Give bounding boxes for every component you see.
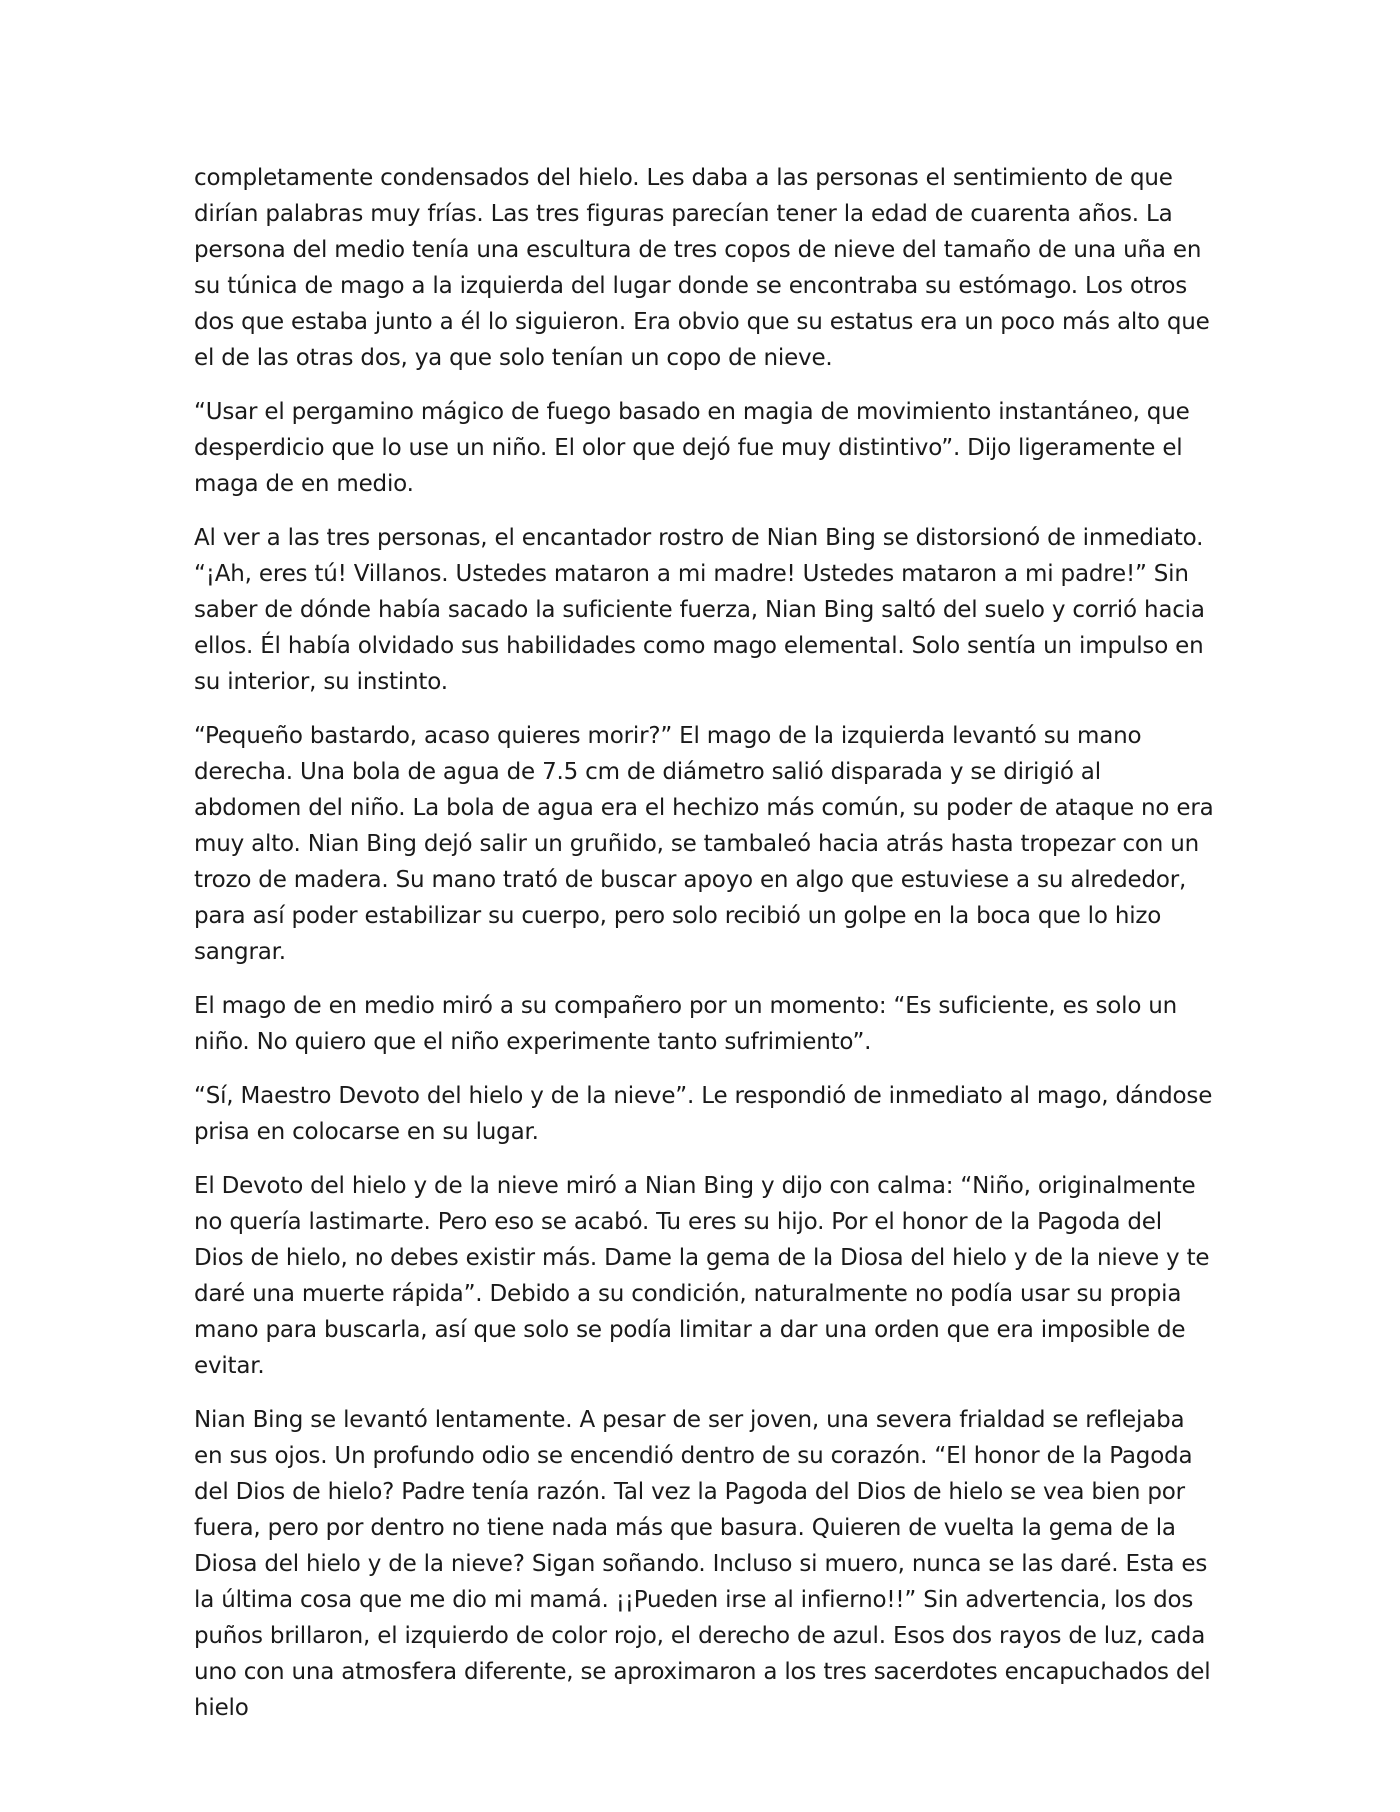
paragraph: El Devoto del hielo y de la nieve miró a Nian Bing y dijo con calma: “Niño, originalmente no quería lastimarte. Pero eso se acabó. Tu eres su hijo. Por el honor de la Pagoda del Dios de hielo, no debes existir más. Dame la gema de la Diosa del hielo y de la nieve y te daré una muerte rápida”. Debido a su condición, naturalmente no podía usar su propia mano para buscarla, así que solo se podía limitar a dar una orden que era imposible de evitar. <box>194 1173 1210 1379</box>
paragraph: completamente condensados del hielo. Les daba a las personas el sentimiento de que dirían palabras muy frías. Las tres figuras parecían tener la edad de cuarenta años. La persona del medio tenía una escultura de tres copos de nieve del tamaño de una uña en su túnica de mago a la izquierda del lugar donde se encontraba su estómago. Los otros dos que estaba junto a él lo siguieron. Era obvio que su estatus era un poco más alto que el de las otras dos, ya que solo tenían un copo de nieve. <box>194 165 1210 371</box>
paragraph: El mago de en medio miró a su compañero por un momento: “Es suficiente, es solo un niño. No quiero que el niño experimente tanto sufrimiento”. <box>194 993 1178 1055</box>
document-body <box>194 160 1214 1726</box>
paragraph: “Usar el pergamino mágico de fuego basado en magia de movimiento instantáneo, que desperdicio que lo use un niño. El olor que dejó fue muy distintivo”. Dijo ligeramente el maga de en medio. <box>194 399 1190 497</box>
paragraph: Al ver a las tres personas, el encantador rostro de Nian Bing se distorsionó de inmediato. “¡Ah, eres tú! Villanos. Ustedes mataron a mi madre! Ustedes mataron a mi padre!” Sin saber de dónde había sacado la suficiente fuerza, Nian Bing saltó del suelo y corrió hacia ellos. Él había olvidado sus habilidades como mago elemental. Solo sentía un impulso en su interior, su instinto. <box>194 525 1205 695</box>
paragraph: Nian Bing se levantó lentamente. A pesar de ser joven, una severa frialdad se reflejaba en sus ojos. Un profundo odio se encendió dentro de su corazón. “El honor de la Pagoda del Dios de hielo? Padre tenía razón. Tal vez la Pagoda del Dios de hielo se vea bien por fuera, pero por dentro no tiene nada más que basura. Quieren de vuelta la gema de la Diosa del hielo y de la nieve? Sigan soñando. Incluso si muero, nunca se las daré. Esta es la última cosa que me dio mi mamá. ¡¡Pueden irse al infierno!!” Sin advertencia, los dos puños brillaron, el izquierdo de color rojo, el derecho de azul. Esos dos rayos de luz, cada uno con una atmosfera diferente, se aproximaron a los tres sacerdotes encapuchados del hielo <box>194 1407 1211 1721</box>
paragraph: “Pequeño bastardo, acaso quieres morir?” El mago de la izquierda levantó su mano derecha. Una bola de agua de 7.5 cm de diámetro salió disparada y se dirigió al abdomen del niño. La bola de agua era el hechizo más común, su poder de ataque no era muy alto. Nian Bing dejó salir un gruñido, se tambaleó hacia atrás hasta tropezar con un trozo de madera. Su mano trató de buscar apoyo en algo que estuviese a su alrededor, para así poder estabilizar su cuerpo, pero solo recibió un golpe en la boca que lo hizo sangrar. <box>194 723 1214 965</box>
paragraph: “Sí, Maestro Devoto del hielo y de la nieve”. Le respondió de inmediato al mago, dándose prisa en colocarse en su lugar. <box>194 1083 1213 1145</box>
